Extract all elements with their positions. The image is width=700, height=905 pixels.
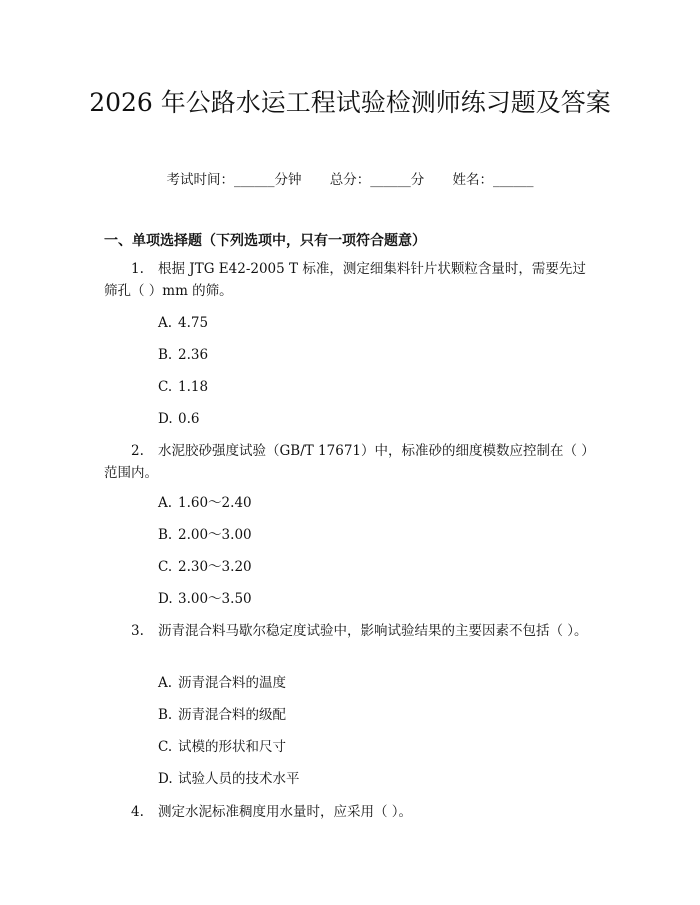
option-text: 2.00～3.00 <box>178 527 252 543</box>
option-text: 沥青混合料的温度 <box>178 675 286 691</box>
question-3 <box>104 620 594 642</box>
question-4 <box>104 801 594 823</box>
q2-option-a <box>158 493 252 513</box>
question-number: 2. <box>131 443 144 459</box>
q1-option-b <box>158 345 208 365</box>
option-text: 试模的形状和尺寸 <box>178 739 286 755</box>
option-letter: D. <box>158 771 173 787</box>
total-score: 总分：______分 <box>329 172 425 188</box>
option-letter: D. <box>158 411 173 427</box>
exam-meta <box>0 168 700 188</box>
question-text: 沥青混合料马歇尔稳定度试验中，影响试验结果的主要因素不包括（ ）。 <box>158 623 588 639</box>
section-heading: 一、单项选择题（下列选项中，只有一项符合题意） <box>104 233 426 249</box>
q1-option-c <box>158 377 208 397</box>
question-text: 测定水泥标准稠度用水量时，应采用（ ）。 <box>158 804 413 820</box>
option-letter: C. <box>158 559 173 575</box>
q2-option-b <box>158 525 252 545</box>
option-letter: B. <box>158 347 173 363</box>
question-1 <box>104 258 594 302</box>
option-letter: B. <box>158 527 173 543</box>
option-text: 3.00～3.50 <box>178 591 252 607</box>
option-letter: A. <box>158 495 173 511</box>
option-letter: A. <box>158 675 173 691</box>
q2-option-d <box>158 589 252 609</box>
option-letter: C. <box>158 739 173 755</box>
option-text: 4.75 <box>178 315 209 331</box>
q3-option-c <box>158 737 286 757</box>
q2-option-c <box>158 557 252 577</box>
q1-option-d <box>158 409 199 429</box>
option-text: 2.36 <box>178 347 209 363</box>
question-2 <box>104 440 594 484</box>
option-text: 试验人员的技术水平 <box>178 771 300 787</box>
question-text: 根据 JTG E42-2005 T 标准，测定细集料针片状颗粒含量时，需要先过筛孔（ ）mm 的筛。 <box>104 261 586 299</box>
option-text: 1.60～2.40 <box>178 495 252 511</box>
option-text: 1.18 <box>178 379 209 395</box>
option-letter: C. <box>158 379 173 395</box>
option-letter: B. <box>158 707 173 723</box>
question-text: 水泥胶砂强度试验（GB/T 17671）中，标准砂的细度模数应控制在（ ）范围内。 <box>104 443 589 481</box>
option-text: 0.6 <box>178 411 200 427</box>
exam-time: 考试时间：______分钟 <box>166 172 302 188</box>
q3-option-b <box>158 705 286 725</box>
q3-option-a <box>158 673 286 693</box>
question-number: 4. <box>131 804 144 820</box>
question-number: 1. <box>131 261 144 277</box>
option-text: 沥青混合料的级配 <box>178 707 286 723</box>
q3-option-d <box>158 769 300 789</box>
q1-option-a <box>158 313 208 333</box>
option-letter: D. <box>158 591 173 607</box>
document-title: 2026 年公路水运工程试验检测师练习题及答案 <box>89 88 611 117</box>
option-letter: A. <box>158 315 173 331</box>
student-name: 姓名：______ <box>452 172 534 188</box>
question-number: 3. <box>131 623 144 639</box>
option-text: 2.30～3.20 <box>178 559 252 575</box>
